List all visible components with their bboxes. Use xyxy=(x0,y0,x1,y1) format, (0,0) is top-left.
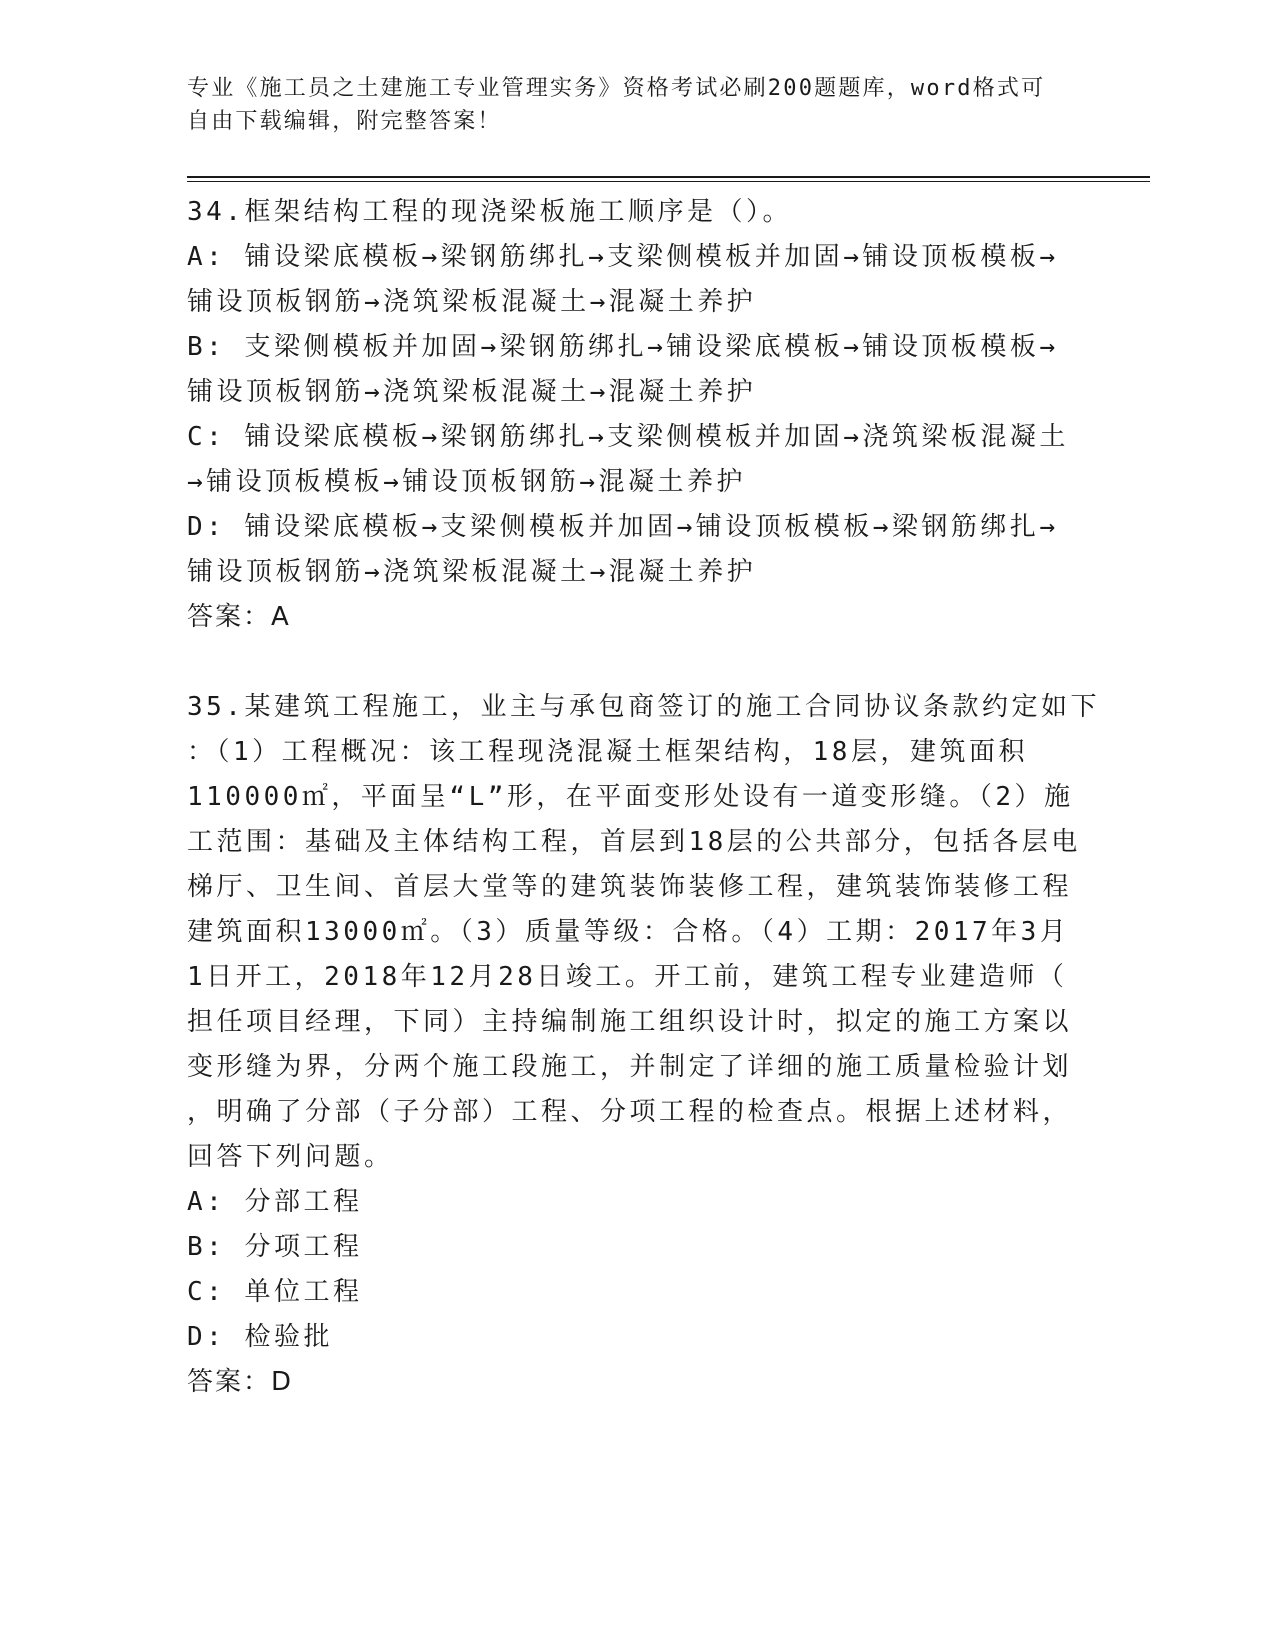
question-34 xyxy=(187,190,1087,640)
question-35-stem-line-6: 建筑面积13000㎡。（3）质量等级：合格。（4）工期：2017年3月 xyxy=(187,917,1070,947)
question-35-stem-line-11: 回答下列问题。 xyxy=(187,1142,394,1172)
header-title-line-1: 专业《施工员之土建施工专业管理实务》资格考试必刷200题题库，word格式可 xyxy=(187,76,1046,101)
question-34-option-c-line-1: C: 铺设梁底模板→梁钢筋绑扎→支梁侧模板并加固→浇筑梁板混凝土 xyxy=(187,422,1069,452)
question-34-option-a-line-1: A: 铺设梁底模板→梁钢筋绑扎→支梁侧模板并加固→铺设顶板模板→ xyxy=(187,242,1059,272)
question-35-option-c: C: 单位工程 xyxy=(187,1277,363,1307)
question-34-answer: 答案：A xyxy=(187,602,291,632)
question-35-stem-line-9: 变形缝为界，分两个施工段施工，并制定了详细的施工质量检验计划 xyxy=(187,1052,1073,1082)
question-spacer xyxy=(187,640,1087,685)
question-35-stem-line-2: ：（1）工程概况：该工程现浇混凝土框架结构，18层，建筑面积 xyxy=(187,737,1028,767)
question-35-stem-line-8: 担任项目经理，下同）主持编制施工组织设计时，拟定的施工方案以 xyxy=(187,1007,1073,1037)
question-34-option-b-line-2: 铺设顶板钢筋→浇筑梁板混凝土→混凝土养护 xyxy=(187,377,757,407)
question-35-option-a: A: 分部工程 xyxy=(187,1187,363,1217)
question-35-answer: 答案：D xyxy=(187,1367,294,1397)
question-34-option-c-line-2: →铺设顶板模板→铺设顶板钢筋→混凝土养护 xyxy=(187,467,746,497)
document-header xyxy=(187,72,1067,138)
question-35-option-b: B: 分项工程 xyxy=(187,1232,363,1262)
question-34-option-a-line-2: 铺设顶板钢筋→浇筑梁板混凝土→混凝土养护 xyxy=(187,287,757,317)
question-35 xyxy=(187,685,1100,1405)
question-34-stem: 34.框架结构工程的现浇梁板施工顺序是（）。 xyxy=(187,197,792,227)
question-35-stem-line-5: 梯厅、卫生间、首层大堂等的建筑装饰装修工程，建筑装饰装修工程 xyxy=(187,872,1073,902)
question-35-stem-line-10: ，明确了分部（子分部）工程、分项工程的检查点。根据上述材料， xyxy=(187,1097,1073,1127)
question-35-stem-line-7: 1日开工，2018年12月28日竣工。开工前，建筑工程专业建造师（ xyxy=(187,962,1068,992)
question-34-option-d-line-1: D: 铺设梁底模板→支梁侧模板并加固→铺设顶板模板→梁钢筋绑扎→ xyxy=(187,512,1059,542)
header-divider-thin xyxy=(187,181,1150,182)
question-34-option-d-line-2: 铺设顶板钢筋→浇筑梁板混凝土→混凝土养护 xyxy=(187,557,757,587)
question-35-stem-line-4: 工范围：基础及主体结构工程，首层到18层的公共部分，包括各层电 xyxy=(187,827,1081,857)
question-35-stem-line-1: 35.某建筑工程施工，业主与承包商签订的施工合同协议条款约定如下 xyxy=(187,692,1100,722)
question-35-stem-line-3: 110000㎡，平面呈“L”形，在平面变形处设有一道变形缝。（2）施 xyxy=(187,782,1074,812)
question-35-option-d: D: 检验批 xyxy=(187,1322,333,1352)
question-34-option-b-line-1: B: 支梁侧模板并加固→梁钢筋绑扎→铺设梁底模板→铺设顶板模板→ xyxy=(187,332,1059,362)
questions-content xyxy=(187,190,1100,1405)
header-title-line-2: 自由下载编辑，附完整答案！ xyxy=(187,109,502,134)
header-divider-thick xyxy=(187,176,1150,178)
